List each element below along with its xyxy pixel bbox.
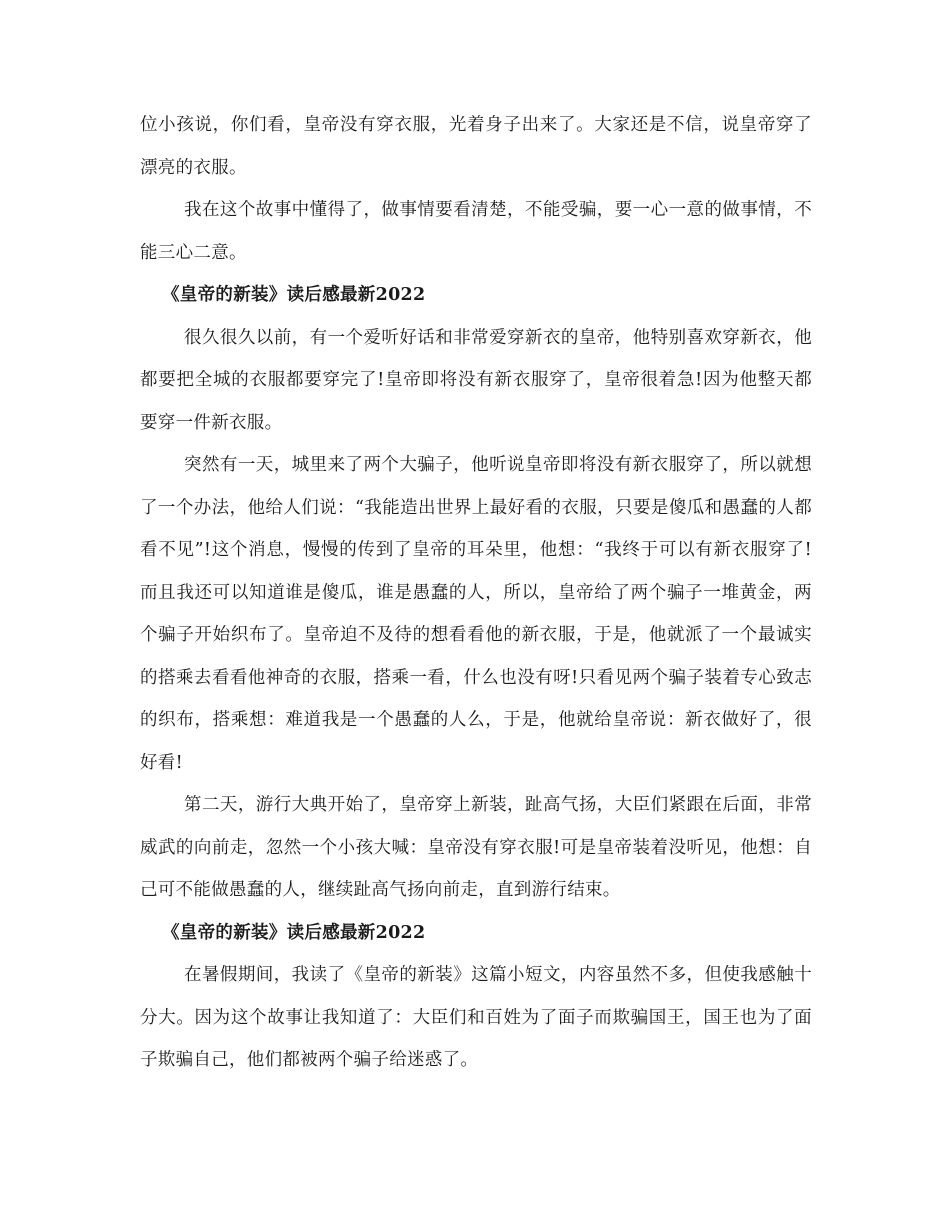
paragraph: 在暑假期间，我读了《皇帝的新装》这篇小短文，内容虽然不多，但使我感触十分大。因为这个故事让我知道了：大臣们和百姓为了面子而欺骗国王，国王也为了面子欺骗自己，他们都被两个骗子给迷惑了。 <box>140 965 812 1070</box>
paragraph: 第二天，游行大典开始了，皇帝穿上新装，趾高气扬，大臣们紧跟在后面，非常威武的向前走，忽然一个小孩大喊：皇帝没有穿衣服!可是皇帝装着没听见，他想：自己可不能做愚蠢的人，继续趾高气扬向前走，直到游行结束。 <box>140 795 812 900</box>
paragraph: 很久很久以前，有一个爱听好话和非常爱穿新衣的皇帝，他特别喜欢穿新衣，他都要把全城的衣服都要穿完了!皇帝即将没有新衣服穿了，皇帝很着急!因为他整天都要穿一件新衣服。 <box>140 327 812 433</box>
paragraph: 我在这个故事中懂得了，做事情要看清楚，不能受骗，要一心一意的做事情，不能三心二意。 <box>140 200 812 263</box>
section-heading: 《皇帝的新装》读后感最新2022 <box>162 922 426 943</box>
section-heading: 《皇帝的新装》读后感最新2022 <box>162 285 426 305</box>
paragraph: 突然有一天，城里来了两个大骗子，他听说皇帝即将没有新衣服穿了，所以就想了一个办法，他给人们说：“我能造出世界上最好看的衣服，只要是傻瓜和愚蠢的人都看不见”!这个消息，慢慢的传到了皇帝的耳朵里，他想：“我终于可以有新衣服穿了!而且我还可以知道谁是傻瓜，谁是愚蠢的人，所以，皇帝给了两个骗子一堆黄金，两个骗子开始织布了。皇帝迫不及待的想看看他的新衣服，于是，他就派了一个最诚实的搭乘去看看他神奇的衣服，搭乘一看，什么也没有呀!只看见两个骗子装着专心致志的织布，搭乘想：难道我是一个愚蠢的人么，于是，他就给皇帝说：新衣做好了，很好看! <box>140 455 812 773</box>
paragraph: 位小孩说，你们看，皇帝没有穿衣服，光着身子出来了。大家还是不信，说皇帝穿了漂亮的衣服。 <box>140 115 812 178</box>
document-body <box>140 104 812 1082</box>
